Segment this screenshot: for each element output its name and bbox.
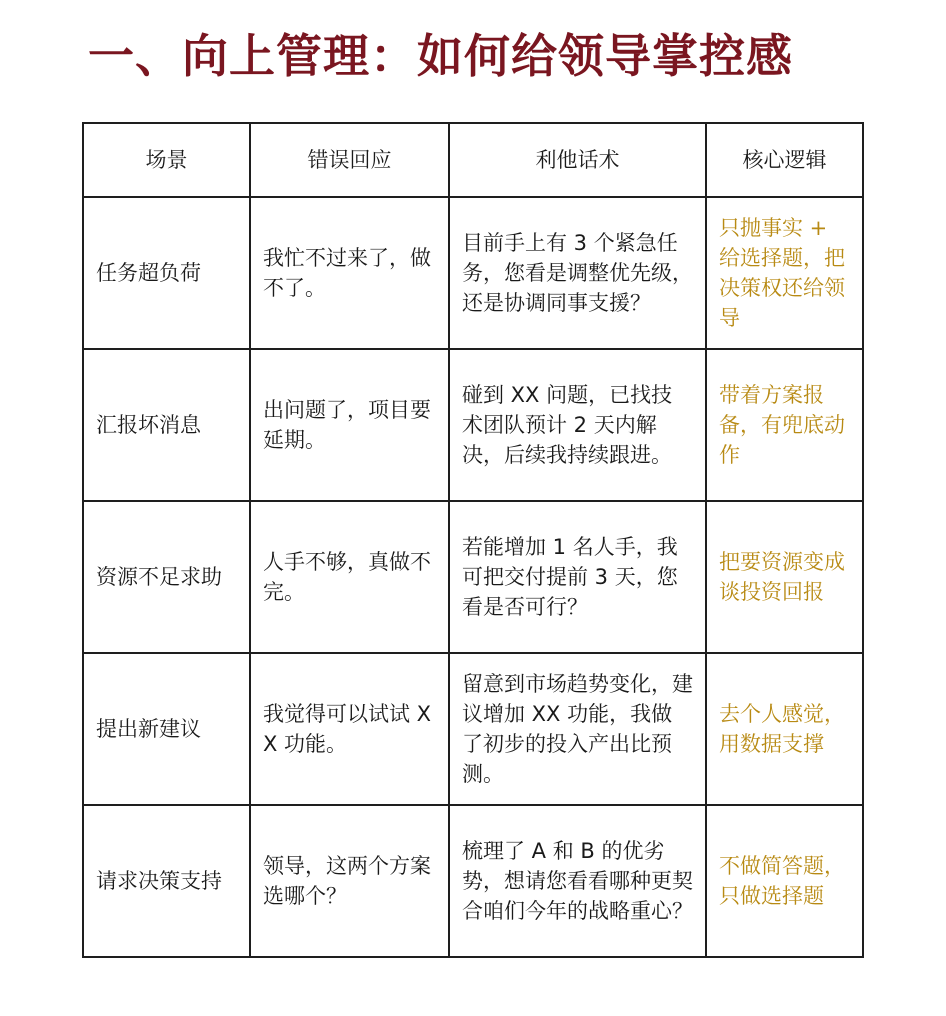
core-logic-cell: 只抛事实 + 给选择题，把决策权还给领导: [706, 197, 863, 349]
wrong-response-cell: 领导，这两个方案选哪个？: [250, 805, 449, 957]
table-row: [83, 197, 863, 349]
scene-cell: 资源不足求助: [83, 501, 250, 653]
page-title: 一、向上管理：如何给领导掌控感: [88, 29, 793, 83]
altruistic-script-cell: 留意到市场趋势变化，建议增加 XX 功能，我做了初步的投入产出比预测。: [449, 653, 706, 805]
core-logic-cell: 把要资源变成谈投资回报: [706, 501, 863, 653]
scene-cell: 汇报坏消息: [83, 349, 250, 501]
header-altruistic-script: 利他话术: [449, 123, 706, 197]
wrong-response-cell: 我觉得可以试试 XX 功能。: [250, 653, 449, 805]
header-scene: 场景: [83, 123, 250, 197]
table-row: [83, 349, 863, 501]
core-logic-cell: 不做简答题，只做选择题: [706, 805, 863, 957]
wrong-response-cell: 我忙不过来了，做不了。: [250, 197, 449, 349]
table-row: [83, 501, 863, 653]
table-row: [83, 653, 863, 805]
altruistic-script-cell: 碰到 XX 问题，已找技术团队预计 2 天内解决，后续我持续跟进。: [449, 349, 706, 501]
altruistic-script-cell: 若能增加 1 名人手，我可把交付提前 3 天，您看是否可行？: [449, 501, 706, 653]
core-logic-cell: 去个人感觉，用数据支撑: [706, 653, 863, 805]
altruistic-script-cell: 目前手上有 3 个紧急任务，您看是调整优先级，还是协调同事支援？: [449, 197, 706, 349]
altruistic-script-cell: 梳理了 A 和 B 的优劣势，想请您看看哪种更契合咱们今年的战略重心？: [449, 805, 706, 957]
table-header-row: [83, 123, 863, 197]
core-logic-cell: 带着方案报备，有兜底动作: [706, 349, 863, 501]
header-core-logic: 核心逻辑: [706, 123, 863, 197]
scene-cell: 请求决策支持: [83, 805, 250, 957]
table-row: [83, 805, 863, 957]
wrong-response-cell: 人手不够，真做不完。: [250, 501, 449, 653]
wrong-response-cell: 出问题了，项目要延期。: [250, 349, 449, 501]
scene-cell: 任务超负荷: [83, 197, 250, 349]
header-wrong-response: 错误回应: [250, 123, 449, 197]
scene-cell: 提出新建议: [83, 653, 250, 805]
comparison-table: [82, 122, 864, 958]
